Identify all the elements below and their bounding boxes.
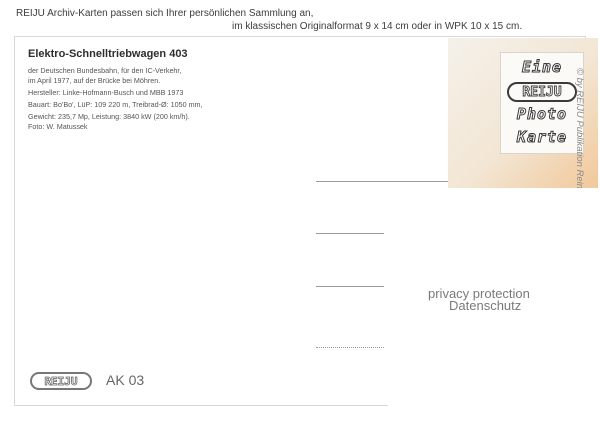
privacy-notice-line-2: Datenschutz [449,298,522,313]
description-line: Gewicht: 235,7 Mp, Leistung: 3840 kW (200 km/h). [28,112,190,121]
description-line: im April 1977, auf der Brücke bei Möhren. [28,76,161,85]
stamp-word-eine: Eine [521,58,563,76]
privacy-notice-line-1: privacy protection [428,286,530,301]
address-line [316,233,384,234]
description-line: Hersteller: Linke-Hofmann-Busch und MBB 1973 [28,88,184,97]
stamp-word-photo: Photo [516,105,568,123]
card-code: AK 03 [106,372,145,388]
description-block [28,48,298,132]
description-line: der Deutschen Bundesbahn, für den IC-Verkehr, [28,66,182,75]
reiju-logo: REIJU [30,372,92,390]
stamp-reiju-logo: REIJU [507,82,577,102]
address-line [316,181,448,182]
description-line: Bauart: Bo'Bo', LüP: 109 220 m, Treibrad-Ø: 1050 mm, [28,100,203,109]
address-line [316,286,384,287]
address-line [316,347,384,349]
header-line-1: REIJU Archiv-Karten passen sich Ihrer persönlichen Sammlung an, [16,8,314,19]
card-title: Elektro-Schnelltriebwagen 403 [28,48,188,60]
header-line-2: im klassischen Originalformat 9 x 14 cm oder in WPK 10 x 15 cm. [232,21,523,32]
description-line: Foto: W. Matussek [28,122,88,131]
stamp-word-karte: Karte [516,128,568,146]
